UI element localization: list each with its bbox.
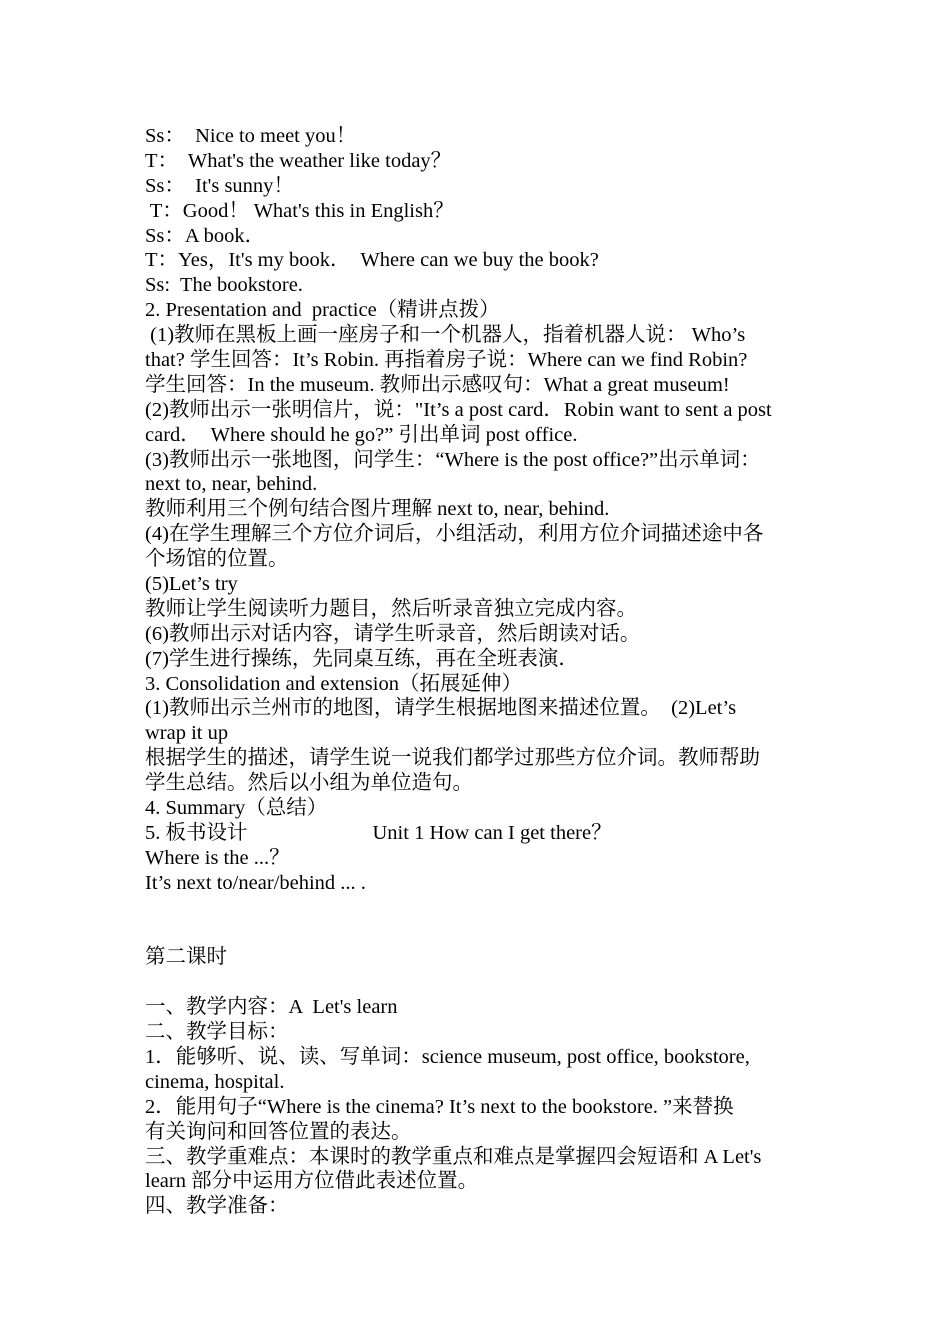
board-design-line — [145, 821, 817, 846]
text-line: (3)教师出示一张地图，问学生：“Where is the post office?”出示单词： — [145, 448, 761, 471]
text-line: (1)教师出示兰州市的地图，请学生根据地图来描述位置。 (2)Let’s — [145, 697, 737, 720]
text-line: 学生总结。然后以小组为单位造句。 — [145, 772, 473, 795]
lesson-heading: 第二课时 — [145, 946, 227, 969]
text-line: It’s next to/near/behind ... . — [145, 871, 366, 894]
board-design-title: Unit 1 How can I get there？ — [372, 821, 612, 844]
text-line: Where is the ...？ — [145, 846, 290, 869]
text-line: (2)教师出示一张明信片，说："It’s a post card．Robin want to sent a post — [145, 398, 772, 421]
text-line: 个场馆的位置。 — [145, 548, 289, 571]
text-line: Ss： It's sunny！ — [145, 174, 294, 197]
section-heading: 4. Summary（总结） — [145, 797, 328, 820]
text-line: Ss：A book． — [145, 224, 266, 247]
text-line: (6)教师出示对话内容，请学生听录音，然后朗读对话。 — [145, 622, 641, 645]
text-line: next to, near, behind. — [145, 473, 318, 496]
board-design-label: 5. 板书设计 — [145, 821, 248, 844]
blank-line — [145, 970, 817, 995]
text-line: T： What's the weather like today？ — [145, 149, 452, 172]
text-line: 有关询问和回答位置的表达。 — [145, 1120, 412, 1143]
document-page — [145, 124, 817, 1219]
text-line: (5)Let’s try — [145, 573, 238, 596]
section-heading: 2. Presentation and practice（精讲点拨） — [145, 299, 500, 322]
text-line: 学生回答：In the museum. 教师出示感叹句：What a great museum! — [145, 373, 730, 396]
blank-line — [145, 896, 817, 921]
text-line: (1)教师在黑板上画一座房子和一个机器人，指着机器人说： Who’s — [145, 324, 746, 347]
text-line: (7)学生进行操练，先同桌互练，再在全班表演． — [145, 647, 579, 670]
text-line: 根据学生的描述，请学生说一说我们都学过那些方位介词。教师帮助 — [145, 747, 760, 770]
text-line: 三、教学重难点：本课时的教学重点和难点是掌握四会短语和 A Let's — [145, 1145, 762, 1168]
text-line: 四、教学准备： — [145, 1195, 289, 1218]
text-line: 1．能够听、说、读、写单词：science museum, post office, bookstore, — [145, 1045, 750, 1068]
text-line: cinema, hospital. — [145, 1070, 285, 1093]
text-line: 教师让学生阅读听力题目，然后听录音独立完成内容。 — [145, 597, 637, 620]
text-line: learn 部分中运用方位借此表述位置。 — [145, 1170, 479, 1193]
section-heading: 3. Consolidation and extension（拓展延伸） — [145, 672, 522, 695]
text-line: 一、教学内容：A Let's learn — [145, 996, 398, 1019]
text-line: 2．能用句子“Where is the cinema? It’s next to the bookstore. ”来替换 — [145, 1095, 734, 1118]
text-line: (4)在学生理解三个方位介词后，小组活动，利用方位介词描述途中各 — [145, 523, 764, 546]
text-line: Ss: The bookstore. — [145, 274, 303, 297]
text-line: that? 学生回答：It’s Robin. 再指着房子说：Where can we find Robin? — [145, 349, 748, 372]
text-line: wrap it up — [145, 722, 229, 745]
blank-line — [145, 921, 817, 946]
text-line: T：Good！ What's this in English？ — [145, 199, 454, 222]
text-line: card． Where should he go?” 引出单词 post office. — [145, 423, 578, 446]
text-line: 教师利用三个例句结合图片理解 next to, near, behind. — [145, 498, 610, 521]
text-line: Ss： Nice to meet you！ — [145, 125, 357, 147]
text-line: 二、教学目标： — [145, 1021, 289, 1044]
text-line: T：Yes，It's my book． Where can we buy the book? — [145, 249, 599, 272]
